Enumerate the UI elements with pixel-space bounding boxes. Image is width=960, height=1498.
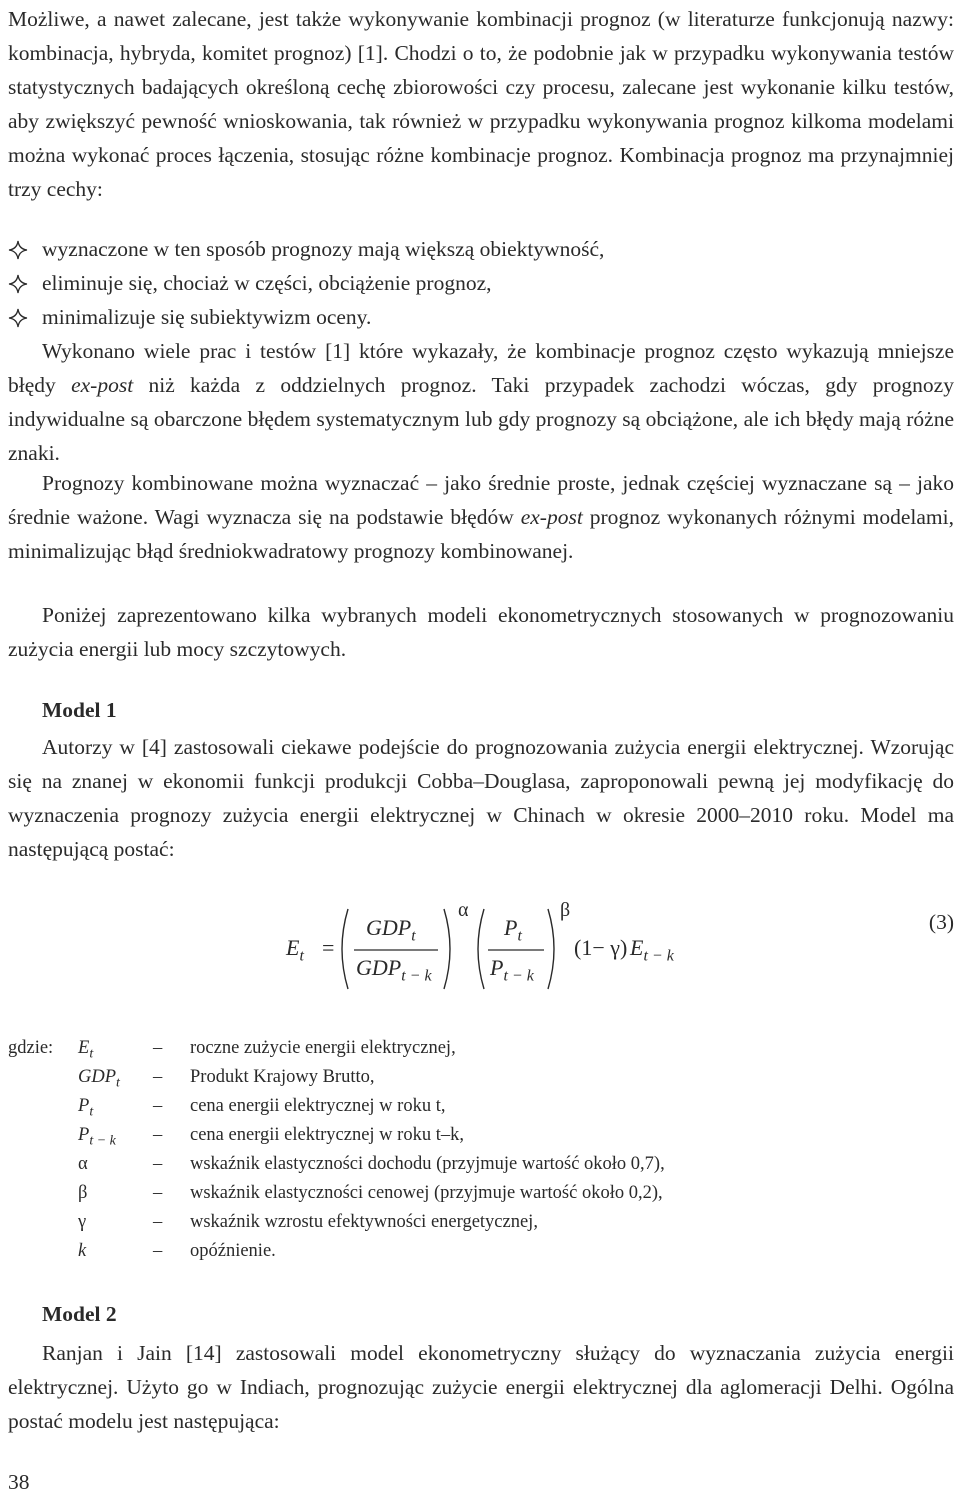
four-point-star-icon: [8, 308, 28, 328]
legend-intro: gdzie:: [8, 1038, 54, 1058]
legend-row: [8, 1212, 954, 1241]
legend-description: wskaźnik elastyczności dochodu (przyjmuje wartość około 0,7),: [190, 1154, 665, 1174]
legend-description: opóźnienie.: [190, 1241, 276, 1261]
legend-description: cena energii elektrycznej w roku t,: [190, 1096, 446, 1116]
legend-description: roczne zużycie energii elektrycznej,: [190, 1038, 456, 1058]
formula-exponent-alpha: α: [458, 899, 469, 921]
symbol-legend: [8, 1038, 954, 1270]
formula-denominator-gdp: [356, 955, 432, 985]
formula-subscript: t − k: [401, 967, 432, 985]
equation-3: [278, 899, 698, 995]
symbol-text: P: [78, 1125, 90, 1145]
symbol-subscript: t: [116, 1075, 120, 1091]
symbol-subscript: t: [89, 1046, 94, 1062]
paragraph-models-intro: Poniżej zaprezentowano kilka wybranych modeli ekonometrycznych stosowanych w prognozowaniu zużycia energii lub mocy szczytowych.: [8, 603, 954, 661]
formula-lagged-consumption: [630, 935, 674, 965]
legend-dash: –: [153, 1125, 163, 1145]
formula-efficiency-factor: (1− γ): [574, 935, 628, 960]
italic-term: ex-post: [71, 373, 134, 397]
formula-subscript: t: [517, 927, 522, 945]
legend-description: Produkt Krajowy Brutto,: [190, 1067, 375, 1087]
formula-subscript: t − k: [503, 967, 534, 985]
formula-numerator-gdp: [366, 915, 416, 945]
symbol-subscript: t − k: [89, 1133, 116, 1149]
formula-denominator-price: [490, 955, 534, 985]
paragraph-combination-errors: [8, 334, 954, 470]
legend-dash: –: [153, 1241, 163, 1261]
legend-symbol: [78, 1067, 120, 1092]
formula-lhs: [286, 935, 304, 965]
symbol-text: P: [78, 1096, 90, 1116]
formula-subscript: t: [299, 947, 304, 965]
legend-symbol: [78, 1038, 93, 1063]
paragraph-model-2: Ranjan i Jain [14] zastosowali model ekonometryczny służący do wyznaczania zużycia energii elektrycznej. Użyto go w Indiach, prognozując zużycie energii elektrycznej dla aglomeracji Delhi. Ogólna postać modelu jest następująca:: [8, 1341, 954, 1433]
text-run: niż każda z oddzielnych prognoz. Taki przypadek zachodzi wóczas, gdy prognozy indywidualne są obarczone błędem systematycznym lub gdy prognozy są obciążone, ale ich błędy mają różne znaki.: [8, 373, 954, 465]
legend-dash: –: [153, 1038, 163, 1058]
legend-row: [8, 1096, 954, 1125]
list-item: [8, 232, 954, 266]
legend-dash: –: [153, 1183, 163, 1203]
legend-row: [8, 1067, 954, 1096]
legend-row: [8, 1125, 954, 1154]
legend-row: [8, 1183, 954, 1212]
formula-symbol: E: [630, 935, 644, 960]
symbol-text: E: [78, 1038, 90, 1058]
formula-symbol: E: [286, 935, 300, 960]
list-item-text: minimalizuje się subiektywizm oceny.: [42, 305, 372, 329]
legend-symbol: α: [78, 1154, 88, 1174]
paragraph-weighted-forecasts: [8, 466, 954, 568]
paragraph-model-1: Autorzy w [4] zastosowali ciekawe podejście do prognozowania zużycia energii elektrycznej. Wzorując się na znanej w ekonomii funkcji produkcji Cobba–Douglasa, zaproponowali pewną jej modyfikację do wyznaczenia prognozy zużycia energii elektrycznej w Chinach w okresie 2000–2010 roku. Model ma następującą postać:: [8, 735, 954, 861]
list-item: [8, 266, 954, 300]
intro-paragraph: Możliwe, a nawet zalecane, jest także wykonywanie kombinacji prognoz (w literaturze funkcjonują nazwy: kombinacja, hybryda, komitet prognoz) [1]. Chodzi o to, że podobnie jak w przypadku wykonywania testów statystycznych badających określoną cechę zbiorowości czy procesu, zalecane jest wykonanie kilku testów, aby zwiększyć pewność wnioskowania, tak również w przypadku wykonywania prognoz kilkoma modelami można wykonać proces łączenia, stosując różne kombinacje prognoz. Kombinacja prognoz ma przynajmniej trzy cechy:: [8, 7, 954, 201]
formula-symbol: P: [490, 955, 504, 980]
legend-description: cena energii elektrycznej w roku t–k,: [190, 1125, 464, 1145]
legend-row: [8, 1038, 954, 1067]
formula-symbol: P: [504, 915, 518, 940]
text-run: prognoz wykonanych różnymi modelami, minimalizując błąd średniokwadratowy prognozy kombinowanej.: [8, 505, 954, 563]
symbol-text: GDP: [78, 1067, 117, 1087]
legend-dash: –: [153, 1212, 163, 1232]
list-item: [8, 300, 954, 334]
four-point-star-icon: [8, 240, 28, 260]
legend-symbol: [78, 1125, 116, 1150]
text-run: Prognozy kombinowane można wyznaczać – jako średnie proste, jednak częściej wyznaczane są – jako średnie ważone. Wagi wyznacza się na podstawie błędów: [8, 471, 954, 529]
italic-term: ex-post: [520, 505, 583, 529]
legend-description: wskaźnik elastyczności cenowej (przyjmuje wartość około 0,2),: [190, 1183, 663, 1203]
legend-dash: –: [153, 1067, 163, 1087]
legend-symbol: [78, 1096, 93, 1121]
text-run: Wykonano wiele prac i testów [1] które wykazały, że kombinacje prognoz często wykazują mniejsze błędy: [8, 339, 954, 397]
formula-numerator-price: [504, 915, 522, 945]
formula-symbol: GDP: [356, 955, 402, 980]
legend-dash: –: [153, 1154, 163, 1174]
formula-subscript: t: [411, 927, 416, 945]
legend-row: [8, 1241, 954, 1270]
section-heading-model-1: Model 1: [42, 698, 117, 722]
legend-symbol: k: [78, 1241, 87, 1261]
list-item-text: wyznaczone w ten sposób prognozy mają większą obiektywność,: [42, 237, 605, 261]
bullet-list: [8, 232, 954, 334]
legend-row: [8, 1154, 954, 1183]
legend-dash: –: [153, 1096, 163, 1116]
symbol-subscript: t: [89, 1104, 94, 1120]
equation-number: (3): [928, 910, 954, 934]
page-number: 38: [8, 1470, 30, 1494]
legend-symbol: β: [78, 1183, 88, 1203]
formula-subscript: t − k: [643, 947, 674, 965]
legend-description: wskaźnik wzrostu efektywności energetycznej,: [190, 1212, 538, 1232]
section-heading-model-2: Model 2: [42, 1302, 117, 1326]
four-point-star-icon: [8, 274, 28, 294]
formula-exponent-beta: β: [560, 899, 571, 921]
list-item-text: eliminuje się, chociaż w części, obciążenie prognoz,: [42, 271, 492, 295]
formula-symbol: GDP: [366, 915, 412, 940]
equals-sign: =: [322, 935, 335, 960]
legend-symbol: γ: [78, 1212, 87, 1232]
